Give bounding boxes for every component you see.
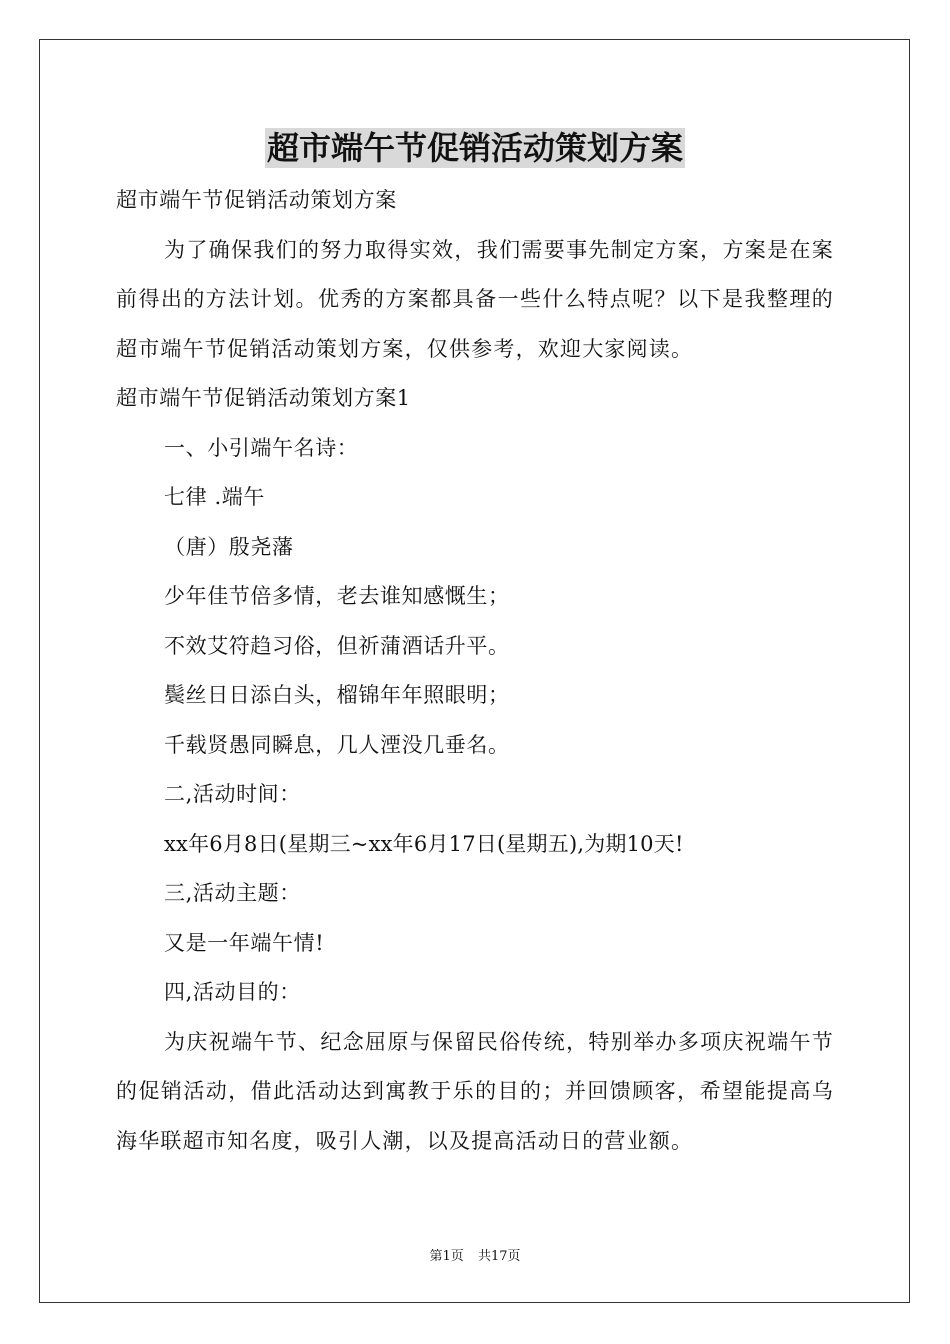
document-title: 超市端午节促销活动策划方案: [266, 129, 683, 167]
poem-line: 不效艾符趋习俗，但祈蒲酒话升平。: [164, 633, 510, 658]
document-body: [116, 176, 834, 1166]
poem-title: 七律 .端午: [164, 485, 265, 509]
heading-theme: 三,活动主题：: [164, 881, 301, 905]
theme-text: 又是一年端午情!: [164, 930, 325, 955]
purpose-paragraph: 为庆祝端午节、纪念屈原与保留民俗传统，特别举办多项庆祝端午节的促销活动，借此活动达到寓教于乐的目的；并回馈顾客，希望能提高乌海华联超市知名度，吸引人潮，以及提高活动日的营业额。: [116, 1029, 834, 1153]
document-subtitle: 超市端午节促销活动策划方案: [116, 188, 397, 212]
poem-line: 千载贤愚同瞬息，几人湮没几垂名。: [164, 732, 510, 757]
page-footer: [0, 1248, 950, 1266]
poem-line: 鬓丝日日添白头，榴锦年年照眼明；: [164, 683, 510, 707]
title-wrap: [0, 128, 950, 168]
poem-line: 少年佳节倍多情，老去谁知感慨生；: [164, 584, 510, 608]
time-text: xx年6月8日(星期三~xx年6月17日(星期五),为期10天!: [164, 831, 684, 856]
page-total: 共17页: [477, 1249, 521, 1264]
heading-time: 二,活动时间：: [164, 782, 301, 806]
page-number: 第1页: [429, 1249, 464, 1264]
intro-paragraph: 为了确保我们的努力取得实效，我们需要事先制定方案，方案是在案前得出的方法计划。优秀的方案都具备一些什么特点呢？以下是我整理的超市端午节促销活动策划方案，仅供参考，欢迎大家阅读。: [116, 237, 834, 361]
section-title: 超市端午节促销活动策划方案1: [116, 386, 411, 410]
heading-poem: 一、小引端午名诗：: [164, 435, 359, 460]
heading-purpose: 四,活动目的：: [164, 980, 301, 1004]
poem-author: （唐）殷尧藩: [164, 534, 294, 559]
